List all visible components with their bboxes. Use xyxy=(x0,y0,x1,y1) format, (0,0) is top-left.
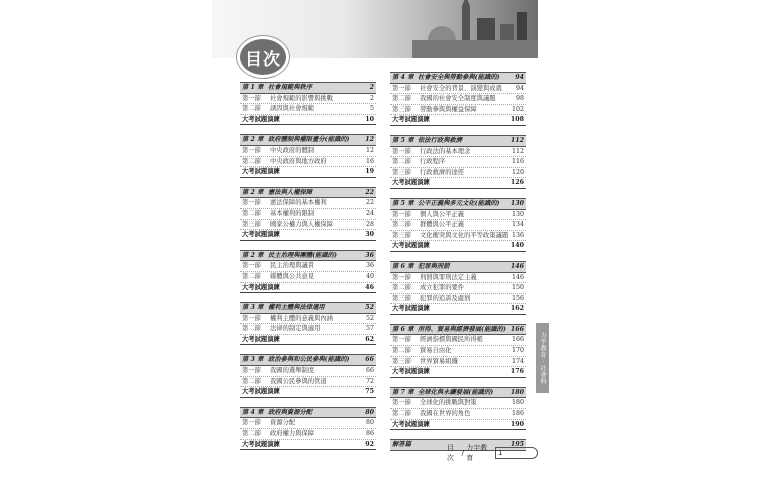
chapter-title[interactable] xyxy=(240,187,376,199)
section-row[interactable] xyxy=(390,409,526,420)
toc-page xyxy=(212,0,546,480)
toc-left-column xyxy=(240,82,376,459)
section-row[interactable] xyxy=(240,209,376,220)
section-row-page: 112 xyxy=(511,147,524,155)
section-row-page: 130 xyxy=(511,210,524,218)
section-row-prefix: 第二節 xyxy=(242,377,261,385)
section-row-page: 57 xyxy=(365,325,374,333)
section-row-page: 134 xyxy=(511,221,524,229)
section-row[interactable] xyxy=(240,220,376,231)
section-row-page: 2 xyxy=(369,94,374,102)
chapter-title-text: 社會安全與勞動參與(能識的) xyxy=(418,74,500,81)
exam-row-text: 大考試題演練 xyxy=(392,242,430,250)
section-row-text: 全球化的挑戰與對策 xyxy=(420,399,477,407)
section-row[interactable] xyxy=(390,283,526,294)
exam-row-text: 大考試題演練 xyxy=(242,231,280,239)
section-row-text: 經濟指標與國民所得帳 xyxy=(420,336,483,344)
section-row-page: 28 xyxy=(365,220,374,228)
chapter-title[interactable] xyxy=(240,250,376,262)
section-row-text: 基本權利的限制 xyxy=(270,209,315,217)
chapter-title-prefix: 第 6 章 xyxy=(392,262,414,270)
section-row-text: 我國公民參與的管道 xyxy=(270,377,327,385)
section-row[interactable] xyxy=(240,146,376,157)
chapter-title-prefix: 第 3 章 xyxy=(242,356,264,364)
page-footer: 目次 / 力宇教育 1 xyxy=(447,443,538,463)
exam-row[interactable] xyxy=(240,283,376,294)
exam-row[interactable] xyxy=(240,230,376,241)
chapter-title-prefix: 第 2 章 xyxy=(242,136,264,144)
section-row-prefix: 第一節 xyxy=(392,147,411,155)
chapter-block xyxy=(240,302,376,345)
exam-row-page: 92 xyxy=(365,440,374,448)
exam-row-text: 大考試題演練 xyxy=(392,420,430,428)
section-row-page: 36 xyxy=(365,262,374,270)
chapter-title-text: 公平正義與多元文化(能識的) xyxy=(418,199,500,207)
chapter-title-page: 80 xyxy=(365,408,374,416)
section-row-page: 98 xyxy=(515,95,524,103)
section-row-prefix: 第一節 xyxy=(242,94,261,102)
chapter-title-page: 112 xyxy=(510,136,524,144)
chapter-title-page: 94 xyxy=(515,74,524,81)
chapter-block xyxy=(240,82,376,125)
section-row-text: 成立犯罪的要件 xyxy=(420,284,465,292)
section-row[interactable] xyxy=(390,147,526,158)
chapter-title-text: 犯罪與刑罰 xyxy=(418,262,450,270)
chapter-title-prefix: 第 6 章 xyxy=(392,325,414,333)
section-row-text: 貿易自由化 xyxy=(420,347,452,355)
section-row-text: 個人與公平正義 xyxy=(420,210,465,218)
chapter-title-prefix: 第 7 章 xyxy=(392,388,414,396)
chapter-block xyxy=(390,198,526,252)
section-row-page: 40 xyxy=(365,272,374,280)
chapter-title[interactable] xyxy=(390,324,526,336)
section-row-page: 150 xyxy=(511,284,524,292)
section-row[interactable] xyxy=(390,168,526,179)
exam-row-page: 108 xyxy=(510,116,524,124)
exam-row-page: 140 xyxy=(510,242,524,250)
chapter-title-page: 36 xyxy=(365,251,374,259)
section-row-prefix: 第一節 xyxy=(392,399,411,407)
section-row-page: 186 xyxy=(511,410,524,418)
section-row[interactable] xyxy=(240,418,376,429)
chapter-title-prefix: 第 5 章 xyxy=(392,199,414,207)
chapter-title-prefix: 第 1 章 xyxy=(242,84,264,91)
section-row-text: 犯罪的追訴及處罰 xyxy=(420,294,471,302)
section-row-page: 156 xyxy=(511,294,524,302)
chapter-title[interactable] xyxy=(240,302,376,314)
chapter-title[interactable] xyxy=(390,135,526,147)
exam-row-page: 46 xyxy=(365,283,374,291)
section-row-text: 我國的選舉制度 xyxy=(270,367,315,375)
section-row-prefix: 第二節 xyxy=(242,325,261,333)
exam-row[interactable] xyxy=(240,335,376,346)
exam-row-text: 大考試題演練 xyxy=(392,368,430,376)
exam-row-page: 19 xyxy=(365,168,374,176)
exam-row-text: 大考試題演練 xyxy=(242,168,280,176)
section-row-text: 權利主體的意義與內涵 xyxy=(270,314,333,322)
exam-row-text: 大考試題演練 xyxy=(242,283,280,291)
chapter-title-text: 民主治理與團體(能識的) xyxy=(268,251,337,259)
section-row-prefix: 第一節 xyxy=(242,314,261,322)
exam-row-page: 126 xyxy=(510,179,524,187)
chapter-title-page: 2 xyxy=(369,84,374,91)
chapter-title-page: 52 xyxy=(365,304,374,312)
section-row-text: 國家公權力與人權保障 xyxy=(270,220,333,228)
answers-row-page: 195 xyxy=(510,441,524,449)
chapter-block xyxy=(240,250,376,293)
section-row[interactable] xyxy=(390,357,526,368)
section-row[interactable] xyxy=(240,366,376,377)
exam-row[interactable] xyxy=(240,440,376,451)
chapter-title-prefix: 第 4 章 xyxy=(242,408,264,416)
exam-row[interactable] xyxy=(390,115,526,126)
section-row[interactable] xyxy=(390,94,526,105)
chapter-title-text: 政府體制與權限畫分(能識的) xyxy=(268,136,350,144)
section-row-prefix: 第一節 xyxy=(242,262,261,270)
section-row-prefix: 第三節 xyxy=(392,231,411,239)
section-row[interactable] xyxy=(240,324,376,335)
section-row-prefix: 第一節 xyxy=(242,419,261,427)
chapter-title-page: 166 xyxy=(510,325,524,333)
section-row[interactable] xyxy=(240,94,376,105)
section-row[interactable] xyxy=(240,104,376,115)
section-row-prefix: 第二節 xyxy=(392,95,411,103)
side-tab: 力宇教育 · 社會科 xyxy=(536,323,549,393)
chapter-title-text: 政府與資源分配 xyxy=(268,408,313,416)
section-row-text: 我國的社會安全制度與議題 xyxy=(420,95,496,103)
chapter-title-prefix: 第 3 章 xyxy=(242,304,264,312)
section-row-page: 5 xyxy=(369,105,374,113)
section-row-text: 行政法的基本理念 xyxy=(420,147,471,155)
exam-row[interactable] xyxy=(390,178,526,189)
chapter-block xyxy=(390,387,526,430)
section-row-text: 中央政府與地方政府 xyxy=(270,157,327,165)
section-row-prefix: 第三節 xyxy=(392,105,411,113)
section-row-prefix: 第三節 xyxy=(392,294,411,302)
exam-row-page: 30 xyxy=(365,231,374,239)
exam-row-text: 大考試題演練 xyxy=(392,305,430,313)
exam-row-text: 大考試題演練 xyxy=(242,388,280,396)
section-row-page: 136 xyxy=(511,231,524,239)
section-row-prefix: 第三節 xyxy=(392,357,411,365)
exam-row-page: 190 xyxy=(510,420,524,428)
section-row-page: 22 xyxy=(365,199,374,207)
section-row-prefix: 第一節 xyxy=(392,84,411,92)
section-row-text: 媒體與公共意見 xyxy=(270,272,315,280)
toc-right-column xyxy=(390,72,526,451)
exam-row-page: 62 xyxy=(365,335,374,343)
section-row[interactable] xyxy=(390,84,526,95)
section-row-page: 52 xyxy=(365,314,374,322)
section-row-prefix: 第一節 xyxy=(392,273,411,281)
chapter-title-text: 權利主體與法律適用 xyxy=(268,304,325,312)
chapter-title-page: 22 xyxy=(365,188,374,196)
section-row-prefix: 第二節 xyxy=(392,284,411,292)
chapter-title[interactable] xyxy=(390,387,526,399)
section-row-text: 行政救濟的途徑 xyxy=(420,168,465,176)
section-row-text: 中央政府的體制 xyxy=(270,146,315,154)
section-row-text: 誘因與社會規範 xyxy=(270,105,315,113)
section-row-text: 資源分配 xyxy=(270,419,296,427)
chapter-title-text: 政治參與和公民參與(能識的) xyxy=(268,356,350,364)
chapter-title[interactable] xyxy=(240,134,376,146)
exam-row[interactable] xyxy=(390,420,526,431)
answers-row-text: 解答篇 xyxy=(392,441,411,449)
section-row[interactable] xyxy=(390,210,526,221)
section-row-prefix: 第一節 xyxy=(242,199,261,207)
section-row-page: 24 xyxy=(365,209,374,217)
section-row-prefix: 第一節 xyxy=(392,336,411,344)
chapter-title[interactable] xyxy=(240,354,376,366)
section-row-text: 民主治理與議責 xyxy=(270,262,315,270)
section-row-text: 憲法保障的基本權利 xyxy=(270,199,327,207)
section-row-text: 刑罰與罪刑法定主義 xyxy=(420,273,477,281)
chapter-title[interactable] xyxy=(390,261,526,273)
section-row[interactable] xyxy=(390,273,526,284)
section-row-text: 社會規範的影響與挑戰 xyxy=(270,94,333,102)
section-row[interactable] xyxy=(240,261,376,272)
section-row-prefix: 第二節 xyxy=(392,410,411,418)
section-row-prefix: 第二節 xyxy=(392,158,411,166)
footer-section: 目次 xyxy=(447,444,454,462)
chapter-block xyxy=(240,354,376,397)
section-row-page: 102 xyxy=(511,105,524,113)
section-row-page: 16 xyxy=(365,157,374,165)
exam-row-page: 75 xyxy=(365,388,374,396)
exam-row[interactable] xyxy=(240,387,376,398)
section-row[interactable] xyxy=(390,346,526,357)
chapter-title-text: 依法行政與救濟 xyxy=(418,136,463,144)
section-row-text: 文化衝突與文化的平等政策議題 xyxy=(420,231,509,239)
chapter-block xyxy=(390,261,526,315)
section-row-page: 72 xyxy=(365,377,374,385)
section-row-page: 120 xyxy=(511,168,524,176)
section-row-prefix: 第一節 xyxy=(392,210,411,218)
chapter-title-page: 130 xyxy=(510,199,524,207)
section-row-page: 116 xyxy=(511,158,524,166)
chapter-block xyxy=(240,187,376,241)
chapter-title-text: 全球化與永續發展(能識的) xyxy=(418,388,494,396)
section-row-page: 80 xyxy=(365,419,374,427)
section-row-prefix: 第二節 xyxy=(242,209,261,217)
exam-row-text: 大考試題演練 xyxy=(392,179,430,187)
section-row-text: 世界貿易組織 xyxy=(420,357,458,365)
chapter-title[interactable] xyxy=(240,82,376,94)
exam-row-text: 大考試題演練 xyxy=(242,440,280,448)
chapter-title-page: 12 xyxy=(365,136,374,144)
section-row-prefix: 第二節 xyxy=(242,430,261,438)
chapter-block xyxy=(390,72,526,126)
section-row-prefix: 第三節 xyxy=(242,220,261,228)
chapter-block xyxy=(390,324,526,378)
section-row-text: 政府權力與保障 xyxy=(270,430,315,438)
section-row-prefix: 第三節 xyxy=(392,168,411,176)
exam-row-text: 大考試題演練 xyxy=(242,335,280,343)
section-row[interactable] xyxy=(240,429,376,440)
chapter-title-prefix: 第 2 章 xyxy=(242,188,264,196)
section-row-prefix: 第二節 xyxy=(392,347,411,355)
section-row-prefix: 第二節 xyxy=(242,157,261,165)
section-row-text: 我國在世界的角色 xyxy=(420,410,471,418)
section-row-text: 勞動參與與權益保障 xyxy=(420,105,477,113)
section-row-prefix: 第二節 xyxy=(242,105,261,113)
exam-row[interactable] xyxy=(390,241,526,252)
chapter-title[interactable] xyxy=(240,407,376,419)
chapter-block xyxy=(240,407,376,450)
exam-row[interactable] xyxy=(390,367,526,378)
exam-row-text: 大考試題演練 xyxy=(392,116,430,124)
section-row[interactable] xyxy=(240,314,376,325)
section-row-page: 94 xyxy=(515,84,524,92)
chapter-title[interactable] xyxy=(390,198,526,210)
section-row[interactable] xyxy=(390,231,526,242)
section-row[interactable] xyxy=(390,157,526,168)
page-number: 1 xyxy=(495,447,538,459)
section-row[interactable] xyxy=(390,294,526,305)
section-row-prefix: 第二節 xyxy=(242,272,261,280)
section-row[interactable] xyxy=(240,157,376,168)
section-row-page: 12 xyxy=(365,146,374,154)
section-row-page: 86 xyxy=(365,430,374,438)
exam-row[interactable] xyxy=(240,115,376,126)
toc-badge: 目次 xyxy=(237,36,289,78)
chapter-title-text: 社會規範與秩序 xyxy=(268,84,313,91)
exam-row-page: 176 xyxy=(510,368,524,376)
chapter-title[interactable] xyxy=(390,72,526,84)
section-row-page: 180 xyxy=(511,399,524,407)
section-row-page: 66 xyxy=(365,367,374,375)
exam-row-page: 10 xyxy=(365,115,374,123)
section-row[interactable] xyxy=(390,105,526,116)
section-row-text: 社會安全的背景、演變與成就 xyxy=(420,84,502,92)
exam-row-text: 大考試題演練 xyxy=(242,115,280,123)
section-row-prefix: 第一節 xyxy=(242,367,261,375)
chapter-title-page: 180 xyxy=(510,388,524,396)
section-row[interactable] xyxy=(240,377,376,388)
exam-row-page: 162 xyxy=(510,305,524,313)
chapter-title-prefix: 第 2 章 xyxy=(242,251,264,259)
exam-row[interactable] xyxy=(240,167,376,178)
section-row[interactable] xyxy=(240,198,376,209)
section-row-prefix: 第一節 xyxy=(242,146,261,154)
chapter-title-prefix: 第 5 章 xyxy=(392,136,414,144)
chapter-block xyxy=(390,135,526,189)
chapter-title-text: 所得、貿易與經濟發展(能識的) xyxy=(418,325,506,333)
chapter-title-page: 66 xyxy=(365,356,374,364)
chapter-block xyxy=(240,134,376,177)
chapter-title-text: 憲法與人權保障 xyxy=(268,188,313,196)
section-row-page: 174 xyxy=(511,357,524,365)
section-row-page: 170 xyxy=(511,347,524,355)
section-row[interactable] xyxy=(240,272,376,283)
section-row[interactable] xyxy=(390,398,526,409)
section-row-page: 146 xyxy=(511,273,524,281)
section-row-page: 166 xyxy=(511,336,524,344)
footer-brand: 力宇教育 xyxy=(466,444,488,462)
chapter-title-page: 146 xyxy=(510,262,524,270)
section-row-text: 法律的制定與適用 xyxy=(270,325,321,333)
section-row-prefix: 第二節 xyxy=(392,221,411,229)
section-row-text: 行政程序 xyxy=(420,158,446,166)
chapter-title-prefix: 第 4 章 xyxy=(392,74,414,81)
exam-row[interactable] xyxy=(390,304,526,315)
section-row-text: 群體與公平正義 xyxy=(420,221,465,229)
section-row[interactable] xyxy=(390,335,526,346)
section-row[interactable] xyxy=(390,220,526,231)
